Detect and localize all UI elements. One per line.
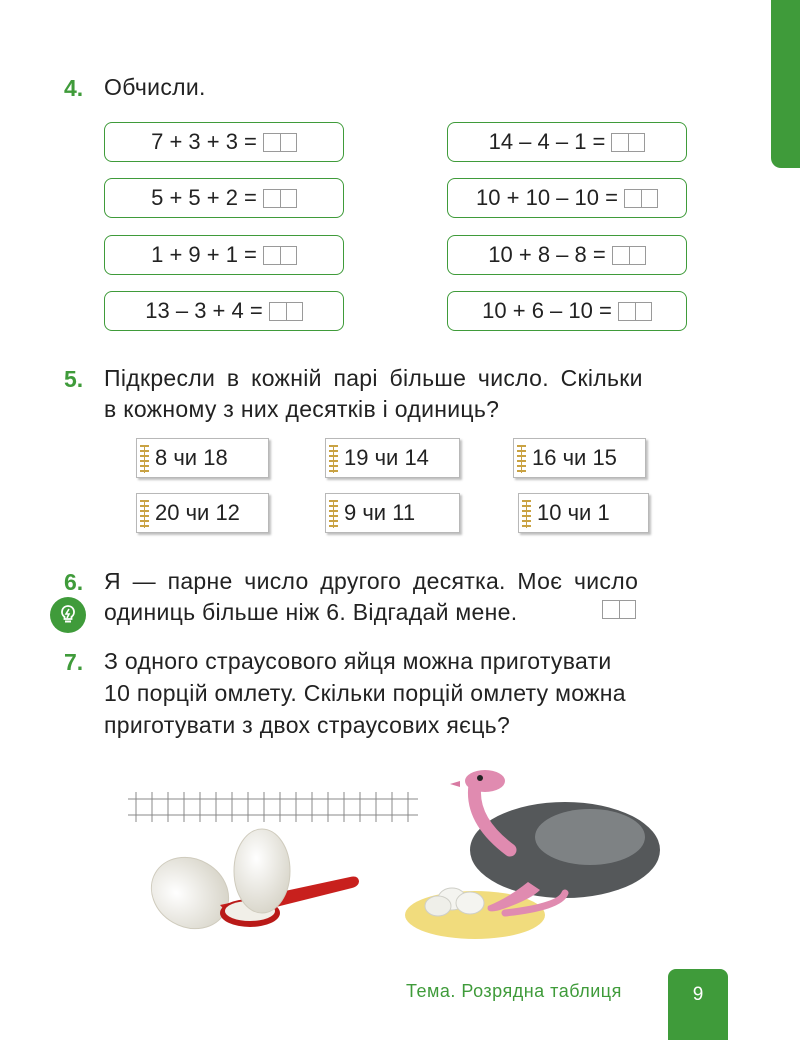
- expression-box: [447, 178, 687, 218]
- page-number-tab: [668, 969, 728, 1040]
- expression-box: [447, 291, 687, 331]
- number-pair-card[interactable]: [513, 438, 646, 478]
- answer-box[interactable]: [263, 133, 297, 152]
- number-pair-card[interactable]: [136, 493, 269, 533]
- expression-text: 1 + 9 + 1 =: [151, 242, 257, 267]
- lightbulb-icon: [50, 597, 86, 633]
- task-4-number: 4.: [64, 75, 84, 101]
- number-pair-text: 16 чи 15: [532, 445, 617, 470]
- task-6-line: одиниць більше ніж 6. Відгадай мене.: [104, 599, 518, 625]
- ostrich-illustration: [400, 765, 665, 945]
- number-pair-card[interactable]: [325, 493, 460, 533]
- footer-topic: Тема. Розрядна таблиця: [406, 981, 622, 1001]
- answer-box[interactable]: [611, 133, 645, 152]
- expression-text: 5 + 5 + 2 =: [151, 185, 257, 210]
- answer-box[interactable]: [618, 302, 652, 321]
- expression-text: 7 + 3 + 3 =: [151, 129, 257, 154]
- spiral-binding: [140, 445, 149, 473]
- answer-box[interactable]: [624, 189, 658, 208]
- number-pair-text: 9 чи 11: [344, 500, 416, 525]
- side-tab: [771, 0, 800, 168]
- spiral-binding: [140, 500, 149, 528]
- expression-text: 10 + 10 – 10 =: [476, 185, 618, 210]
- expression-text: 13 – 3 + 4 =: [145, 298, 263, 323]
- number-pair-text: 8 чи 18: [155, 445, 228, 470]
- number-pair-card[interactable]: [518, 493, 649, 533]
- expression-box: [447, 235, 687, 275]
- spiral-binding: [329, 445, 338, 473]
- answer-box[interactable]: [612, 246, 646, 265]
- eggs-frying-pan-illustration: [150, 825, 365, 940]
- task-7-line: 10 порцій омлету. Скільки порцій омлету можна: [104, 680, 626, 706]
- spiral-binding: [522, 500, 531, 528]
- task-7-line: приготувати з двох страусових яєць?: [104, 712, 511, 738]
- task-7-number: 7.: [64, 649, 84, 675]
- answer-box[interactable]: [602, 600, 636, 619]
- task-5-line: в кожному з них десятків і одиниць?: [104, 396, 500, 422]
- task-7-line: З одного страусового яйця можна приготувати: [104, 648, 612, 674]
- expression-box: [104, 235, 344, 275]
- expression-box: [447, 122, 687, 162]
- expression-text: 14 – 4 – 1 =: [488, 129, 606, 154]
- number-pair-card[interactable]: [325, 438, 460, 478]
- task-6-number: 6.: [64, 569, 84, 595]
- number-pair-card[interactable]: [136, 438, 269, 478]
- answer-box[interactable]: [263, 189, 297, 208]
- spiral-binding: [517, 445, 526, 473]
- spiral-binding: [329, 500, 338, 528]
- number-pair-text: 19 чи 14: [344, 445, 429, 470]
- expression-box: [104, 178, 344, 218]
- expression-text: 10 + 8 – 8 =: [488, 242, 606, 267]
- answer-box[interactable]: [269, 302, 303, 321]
- page-number: 9: [692, 984, 704, 1005]
- task-6-line: Я — парне число другого десятка. Моє число: [104, 568, 639, 594]
- number-pair-text: 20 чи 12: [155, 500, 240, 525]
- answer-grid[interactable]: [128, 792, 418, 822]
- task-4-title: Обчисли.: [104, 74, 206, 100]
- task-5-number: 5.: [64, 366, 84, 392]
- expression-box: [104, 291, 344, 331]
- expression-text: 10 + 6 – 10 =: [482, 298, 612, 323]
- answer-box[interactable]: [263, 246, 297, 265]
- number-pair-text: 10 чи 1: [537, 500, 610, 525]
- expression-box: [104, 122, 344, 162]
- task-5-line: Підкресли в кожній парі більше число. Скільки: [104, 365, 643, 391]
